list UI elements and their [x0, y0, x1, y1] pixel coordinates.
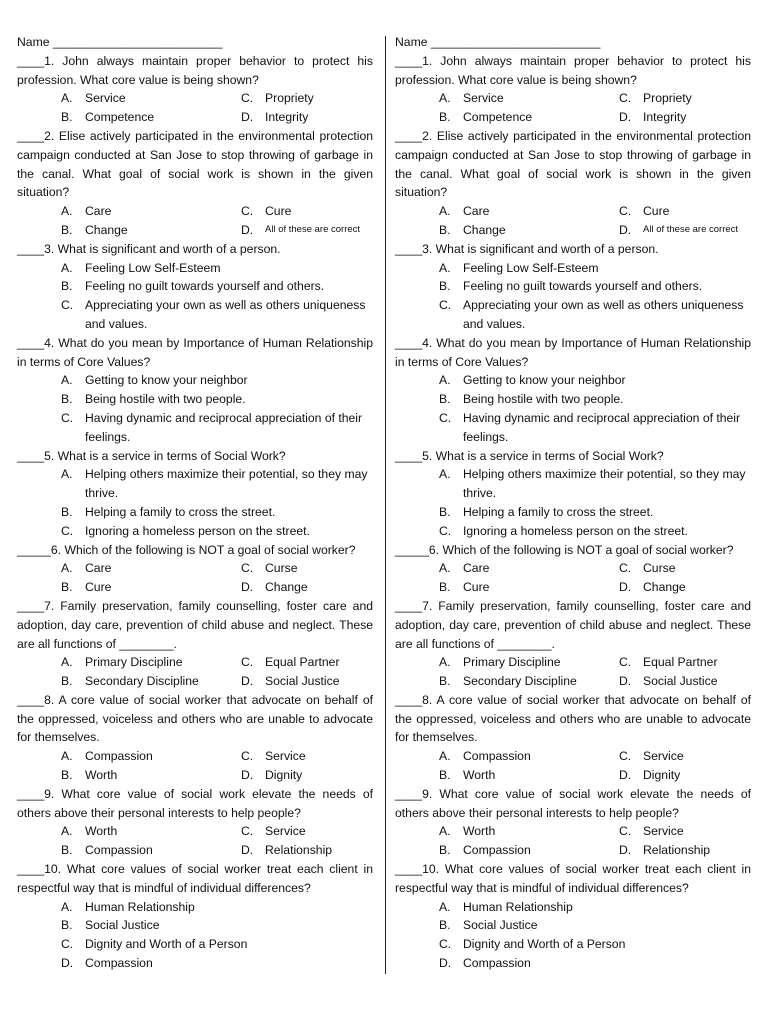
question-block	[395, 447, 751, 541]
option-text: Feeling Low Self-Esteem	[85, 260, 221, 275]
option-text: Feeling no guilt towards yourself and others.	[463, 279, 703, 294]
option-text: Propriety	[643, 91, 692, 106]
answer-option	[439, 296, 751, 334]
option-letter: D.	[619, 768, 632, 783]
option-letter: D.	[241, 768, 254, 783]
answer-option	[439, 935, 751, 954]
option-letter: C.	[241, 204, 254, 219]
answer-option	[619, 559, 751, 578]
answer-option	[241, 108, 373, 127]
option-letter: C.	[61, 937, 74, 952]
answer-option	[241, 202, 373, 221]
answer-options	[17, 371, 373, 446]
option-letter: A.	[439, 749, 451, 764]
option-letter: A.	[61, 91, 73, 106]
question-block	[17, 541, 373, 597]
answer-option	[439, 653, 619, 672]
question-block	[395, 127, 751, 240]
answer-option	[619, 202, 751, 221]
option-text: Dignity	[643, 768, 681, 783]
option-letter: A.	[61, 655, 73, 670]
option-text: Compassion	[85, 843, 153, 858]
option-letter: B.	[61, 392, 73, 407]
option-letter: D.	[241, 843, 254, 858]
answer-option	[61, 898, 373, 917]
option-letter: A.	[439, 204, 451, 219]
option-text: Compassion	[85, 956, 153, 971]
option-text: Cure	[643, 204, 670, 219]
answer-option	[61, 522, 373, 541]
answer-option	[439, 916, 751, 935]
question-stem: ____5. What is a service in terms of Social Work?	[17, 448, 286, 463]
answer-option	[61, 766, 241, 785]
option-text: Competence	[463, 110, 533, 125]
question-stem: ____1. John always maintain proper behavior to protect his profession. What core value is being shown?	[395, 53, 751, 87]
answer-options	[395, 259, 751, 334]
answer-option	[241, 766, 373, 785]
question-block	[395, 785, 751, 860]
answer-option	[61, 841, 241, 860]
answer-option	[241, 653, 373, 672]
option-text: Helping a family to cross the street.	[463, 504, 654, 519]
answer-option	[439, 277, 751, 296]
option-text: Feeling Low Self-Esteem	[463, 260, 599, 275]
option-text: Equal Partner	[265, 655, 340, 670]
option-text: Care	[463, 561, 490, 576]
answer-option	[439, 841, 619, 860]
answer-option	[241, 822, 373, 841]
answer-option	[439, 747, 619, 766]
option-letter: A.	[61, 749, 73, 764]
option-text: Getting to know your neighbor	[85, 373, 248, 388]
option-text: Relationship	[265, 843, 333, 858]
option-letter: A.	[439, 899, 451, 914]
question-stem: ____10. What core values of social worker treat each client in respectful way that is mindful of individual differences?	[395, 862, 751, 895]
answer-option	[439, 578, 619, 597]
option-letter: A.	[439, 824, 451, 839]
option-text: Worth	[85, 824, 118, 839]
answer-option	[241, 578, 373, 597]
answer-option	[619, 841, 751, 860]
answer-option	[61, 221, 241, 240]
option-text: Human Relationship	[85, 899, 195, 914]
question-block	[395, 52, 751, 127]
answer-option	[439, 108, 619, 127]
answer-option	[619, 766, 751, 785]
option-letter: C.	[619, 655, 632, 670]
option-text: Primary Discipline	[85, 655, 183, 670]
option-text: Change	[85, 222, 128, 237]
question-block	[395, 541, 751, 597]
answer-option	[439, 390, 751, 409]
option-letter: D.	[619, 110, 632, 125]
option-text: Service	[85, 91, 126, 106]
option-letter: A.	[439, 561, 451, 576]
option-letter: C.	[241, 561, 254, 576]
answer-option	[439, 954, 751, 973]
option-letter: B.	[61, 843, 73, 858]
option-letter: B.	[439, 222, 451, 237]
option-text: Care	[85, 204, 112, 219]
answer-option	[61, 653, 241, 672]
option-letter: A.	[439, 91, 451, 106]
option-letter: B.	[61, 110, 73, 125]
answer-options	[395, 898, 751, 973]
question-stem: ____10. What core values of social worker treat each client in respectful way that is mindful of individual differences?	[17, 862, 373, 895]
option-text: Worth	[85, 768, 118, 783]
option-letter: B.	[439, 392, 451, 407]
column-divider	[385, 36, 386, 974]
quiz-column-left	[17, 33, 373, 973]
question-block	[17, 52, 373, 127]
option-text: Competence	[85, 110, 155, 125]
option-letter: A.	[439, 373, 451, 388]
question-stem: _____6. Which of the following is NOT a goal of social worker?	[17, 542, 356, 557]
option-text: Equal Partner	[643, 655, 718, 670]
question-block	[17, 447, 373, 541]
option-letter: A.	[61, 824, 73, 839]
answer-option	[439, 221, 619, 240]
option-letter: B.	[61, 504, 73, 519]
option-letter: B.	[439, 279, 451, 294]
option-letter: C.	[619, 91, 632, 106]
question-block	[395, 597, 751, 691]
answer-options	[395, 202, 751, 240]
option-letter: D.	[439, 956, 452, 971]
option-letter: C.	[439, 937, 452, 952]
option-text: Ignoring a homeless person on the street.	[463, 523, 688, 538]
option-letter: D.	[241, 580, 254, 595]
option-letter: C.	[241, 749, 254, 764]
answer-option	[61, 954, 373, 973]
option-text: Care	[85, 561, 112, 576]
answer-options	[395, 465, 751, 540]
option-text: Compassion	[85, 749, 153, 764]
answer-option	[619, 221, 751, 240]
option-letter: A.	[61, 561, 73, 576]
option-text: Cure	[265, 204, 292, 219]
answer-option	[439, 503, 751, 522]
question-stem: ____8. A core value of social worker that advocate on behalf of the oppressed, voiceless and others who are unable to advocate for themselves.	[17, 692, 373, 745]
option-letter: D.	[619, 674, 632, 689]
option-text: Compassion	[463, 956, 531, 971]
question-stem: ____9. What core value of social work elevate the needs of others above their personal interests to help people?	[17, 786, 373, 820]
answer-option	[439, 465, 751, 503]
option-text: Social Justice	[85, 918, 160, 933]
option-text: Dignity	[265, 768, 303, 783]
answer-option	[241, 841, 373, 860]
option-letter: C.	[61, 298, 74, 313]
answer-option	[619, 672, 751, 691]
option-letter: B.	[61, 279, 73, 294]
answer-option	[439, 559, 619, 578]
option-text: Social Justice	[643, 674, 718, 689]
option-letter: D.	[241, 674, 254, 689]
answer-option	[61, 108, 241, 127]
answer-option	[61, 296, 373, 334]
question-block	[17, 785, 373, 860]
answer-options	[395, 89, 751, 127]
option-letter: C.	[241, 655, 254, 670]
question-stem: ____9. What core value of social work elevate the needs of others above their personal interests to help people?	[395, 786, 751, 820]
option-text: Integrity	[643, 110, 687, 125]
answer-options	[17, 465, 373, 540]
answer-option	[61, 672, 241, 691]
option-letter: B.	[439, 768, 451, 783]
option-letter: B.	[61, 674, 73, 689]
answer-option	[619, 653, 751, 672]
answer-option	[439, 89, 619, 108]
question-stem: ____4. What do you mean by Importance of Human Relationship in terms of Core Values?	[17, 335, 373, 369]
option-letter: A.	[439, 467, 451, 482]
option-text: Cure	[463, 580, 490, 595]
question-block	[17, 691, 373, 785]
answer-options	[17, 89, 373, 127]
option-letter: B.	[439, 580, 451, 595]
option-letter: B.	[61, 222, 73, 237]
option-text: Secondary Discipline	[85, 674, 199, 689]
option-text: Worth	[463, 768, 496, 783]
answer-option	[439, 202, 619, 221]
answer-option	[439, 409, 751, 447]
option-letter: C.	[241, 824, 254, 839]
answer-option	[61, 916, 373, 935]
option-letter: B.	[439, 504, 451, 519]
option-letter: C.	[619, 204, 632, 219]
answer-options	[17, 259, 373, 334]
answer-option	[61, 202, 241, 221]
answer-option	[439, 822, 619, 841]
option-text: Helping a family to cross the street.	[85, 504, 276, 519]
answer-option	[619, 108, 751, 127]
answer-options	[395, 822, 751, 860]
option-text: Cure	[85, 580, 112, 595]
option-text: All of these are correct	[643, 223, 739, 235]
answer-option	[241, 747, 373, 766]
option-text: Care	[463, 204, 490, 219]
answer-option	[241, 672, 373, 691]
option-text: Compassion	[463, 749, 531, 764]
option-letter: B.	[61, 768, 73, 783]
answer-option	[61, 371, 373, 390]
answer-option	[241, 89, 373, 108]
answer-option	[61, 89, 241, 108]
option-text: Social Justice	[265, 674, 340, 689]
answer-options	[395, 653, 751, 691]
option-text: Dignity and Worth of a Person	[463, 937, 626, 952]
option-text: Propriety	[265, 91, 314, 106]
answer-option	[619, 89, 751, 108]
answer-option	[61, 578, 241, 597]
question-stem: ____7. Family preservation, family counselling, foster care and adoption, day care, prevention of child abuse and neglect. These are all functions of ________.	[17, 598, 373, 651]
option-letter: A.	[439, 260, 451, 275]
quiz-column-right	[395, 33, 751, 973]
option-letter: D.	[241, 222, 254, 237]
option-text: Service	[463, 91, 504, 106]
answer-option	[61, 747, 241, 766]
option-letter: C.	[439, 523, 452, 538]
option-letter: D.	[61, 956, 74, 971]
option-letter: A.	[61, 204, 73, 219]
answer-options	[17, 822, 373, 860]
answer-option	[241, 221, 373, 240]
option-letter: C.	[61, 523, 74, 538]
answer-options	[395, 371, 751, 446]
option-letter: A.	[61, 373, 73, 388]
question-stem: ____2. Elise actively participated in the environmental protection campaign conducted at San Jose to stop throwing of garbage in the canal. What goal of social work is shown in the given situation?	[17, 128, 373, 200]
option-text: Appreciating your own as well as others uniqueness and values.	[463, 298, 744, 331]
answer-option	[61, 409, 373, 447]
answer-options	[395, 747, 751, 785]
option-letter: B.	[439, 674, 451, 689]
name-field-label: Name _________________________	[17, 35, 223, 49]
question-stem: ____8. A core value of social worker that advocate on behalf of the oppressed, voiceless and others who are unable to advocate for themselves.	[395, 692, 751, 745]
option-text: Change	[463, 222, 506, 237]
answer-option	[439, 259, 751, 278]
option-text: Primary Discipline	[463, 655, 561, 670]
option-letter: D.	[619, 843, 632, 858]
answer-option	[439, 898, 751, 917]
option-text: Relationship	[643, 843, 711, 858]
answer-option	[61, 559, 241, 578]
answer-option	[61, 465, 373, 503]
option-letter: D.	[619, 222, 632, 237]
answer-option	[619, 747, 751, 766]
option-text: Change	[265, 580, 308, 595]
option-letter: C.	[439, 298, 452, 313]
option-letter: B.	[439, 843, 451, 858]
question-block	[17, 860, 373, 973]
option-text: Appreciating your own as well as others uniqueness and values.	[85, 298, 366, 331]
option-letter: A.	[439, 655, 451, 670]
answer-options	[17, 653, 373, 691]
answer-option	[61, 935, 373, 954]
answer-options	[17, 202, 373, 240]
option-letter: D.	[619, 580, 632, 595]
option-letter: A.	[61, 899, 73, 914]
option-text: Feeling no guilt towards yourself and others.	[85, 279, 325, 294]
option-text: Change	[643, 580, 686, 595]
option-letter: C.	[619, 824, 632, 839]
question-stem: ____1. John always maintain proper behavior to protect his profession. What core value is being shown?	[17, 53, 373, 87]
answer-option	[619, 578, 751, 597]
answer-option	[61, 259, 373, 278]
question-stem: _____6. Which of the following is NOT a goal of social worker?	[395, 542, 734, 557]
answer-option	[61, 822, 241, 841]
option-text: Integrity	[265, 110, 309, 125]
question-stem: ____2. Elise actively participated in the environmental protection campaign conducted at San Jose to stop throwing of garbage in the canal. What goal of social work is shown in the given situation?	[395, 128, 751, 200]
name-field-label: Name _________________________	[395, 35, 601, 49]
option-text: Dignity and Worth of a Person	[85, 937, 248, 952]
answer-option	[439, 766, 619, 785]
option-text: Service	[265, 824, 306, 839]
option-text: Secondary Discipline	[463, 674, 577, 689]
answer-options	[17, 559, 373, 597]
question-stem: ____3. What is significant and worth of a person.	[395, 241, 659, 256]
option-text: Being hostile with two people.	[463, 392, 624, 407]
option-text: Getting to know your neighbor	[463, 373, 626, 388]
option-letter: C.	[439, 410, 452, 425]
answer-option	[439, 522, 751, 541]
question-stem: ____5. What is a service in terms of Social Work?	[395, 448, 664, 463]
option-letter: B.	[439, 110, 451, 125]
option-letter: A.	[61, 467, 73, 482]
answer-option	[619, 822, 751, 841]
option-text: Curse	[643, 561, 676, 576]
question-block	[17, 597, 373, 691]
option-text: Having dynamic and reciprocal appreciation of their feelings.	[463, 410, 741, 444]
option-text: Helping others maximize their potential, so they may thrive.	[85, 467, 368, 501]
question-block	[17, 240, 373, 334]
question-stem: ____4. What do you mean by Importance of Human Relationship in terms of Core Values?	[395, 335, 751, 369]
option-text: Service	[265, 749, 306, 764]
option-text: Service	[643, 824, 684, 839]
option-text: Worth	[463, 824, 496, 839]
option-text: Curse	[265, 561, 298, 576]
question-block	[395, 240, 751, 334]
question-block	[17, 334, 373, 447]
option-text: Ignoring a homeless person on the street.	[85, 523, 310, 538]
option-letter: B.	[439, 918, 451, 933]
question-stem: ____3. What is significant and worth of a person.	[17, 241, 281, 256]
answer-option	[61, 277, 373, 296]
option-letter: D.	[241, 110, 254, 125]
option-text: Social Justice	[463, 918, 538, 933]
answer-option	[439, 371, 751, 390]
option-text: Being hostile with two people.	[85, 392, 246, 407]
answer-option	[439, 672, 619, 691]
option-text: Having dynamic and reciprocal appreciation of their feelings.	[85, 410, 363, 444]
answer-option	[61, 390, 373, 409]
option-text: Compassion	[463, 843, 531, 858]
option-letter: B.	[61, 580, 73, 595]
option-letter: B.	[61, 918, 73, 933]
answer-options	[17, 898, 373, 973]
answer-option	[61, 503, 373, 522]
question-block	[395, 334, 751, 447]
option-letter: C.	[619, 561, 632, 576]
answer-options	[395, 559, 751, 597]
option-text: Helping others maximize their potential, so they may thrive.	[463, 467, 746, 501]
question-block	[17, 127, 373, 240]
option-letter: C.	[241, 91, 254, 106]
option-text: Service	[643, 749, 684, 764]
answer-option	[241, 559, 373, 578]
question-block	[395, 691, 751, 785]
option-letter: C.	[619, 749, 632, 764]
option-letter: A.	[61, 260, 73, 275]
option-text: Human Relationship	[463, 899, 573, 914]
option-letter: C.	[61, 410, 74, 425]
question-block	[395, 860, 751, 973]
question-stem: ____7. Family preservation, family counselling, foster care and adoption, day care, prevention of child abuse and neglect. These are all functions of ________.	[395, 598, 751, 651]
option-text: All of these are correct	[265, 223, 361, 235]
answer-options	[17, 747, 373, 785]
